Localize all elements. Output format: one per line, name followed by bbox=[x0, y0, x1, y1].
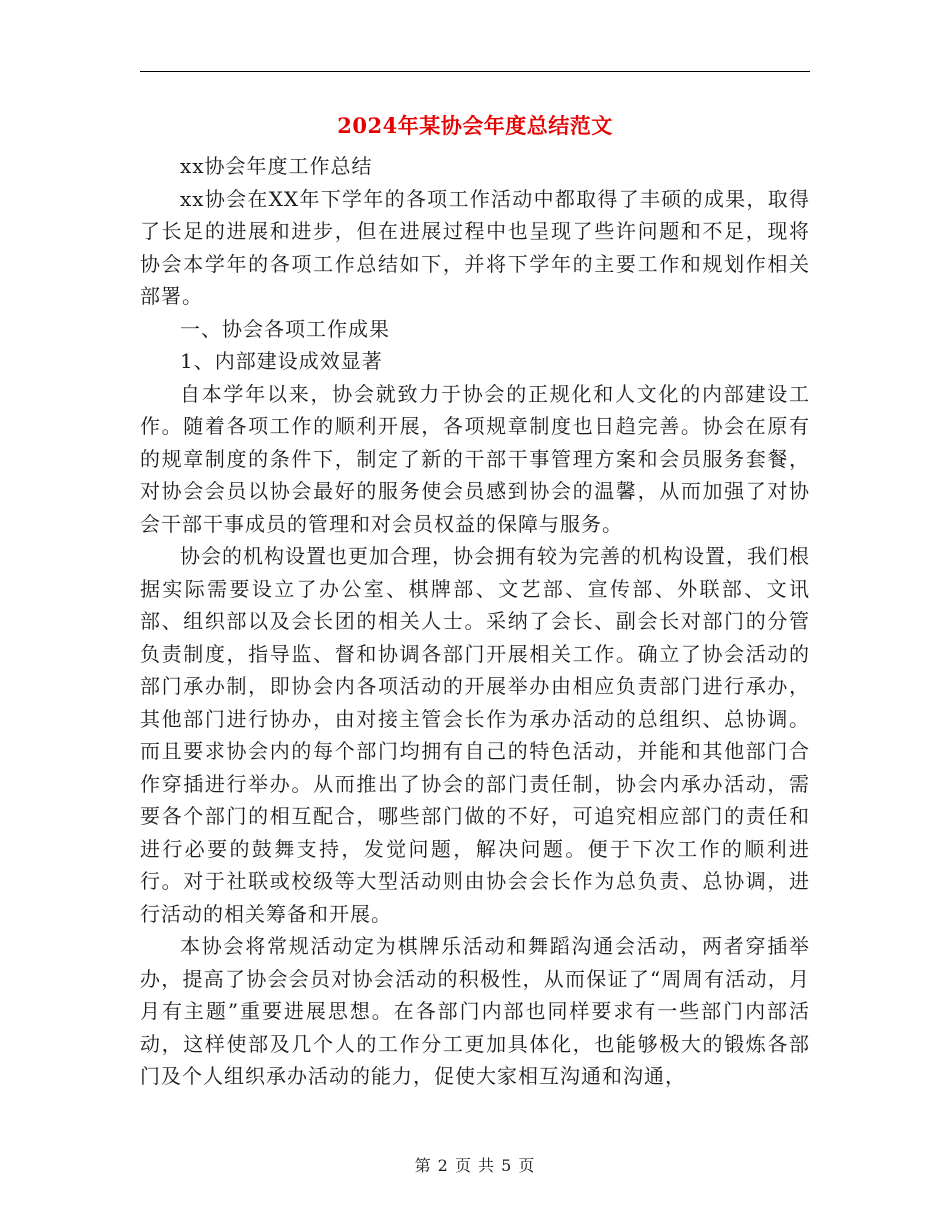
paragraph: xx协会在XX年下学年的各项工作活动中都取得了丰硕的成果，取得了长足的进展和进步，但在进展过程中也呈现了些许问题和不足，现将协会本学年的各项工作总结如下，并将下学年的主要工作和规划作相关部署。 bbox=[140, 186, 810, 308]
subsection-heading: 1、内部建设成效显著 bbox=[180, 349, 383, 373]
paragraph: 协会的机构设置也更加合理，协会拥有较为完善的机构设置，我们根据实际需要设立了办公室、棋牌部、文艺部、宣传部、外联部、文讯部、组织部以及会长团的相关人士。采纳了会长、副会长对部门的分管负责制度，指导监、督和协调各部门开展相关工作。确立了协会活动的部门承办制，即协会内各项活动的开展举办由相应负责部门进行承办，其他部门进行协办，由对接主管会长作为承办活动的总组织、总协调。而且要求协会内的每个部门均拥有自己的特色活动，并能和其他部门合作穿插进行举办。从而推出了协会的部门责任制，协会内承办活动，需要各个部门的相互配合，哪些部门做的不好，可追究相应部门的责任和进行必要的鼓舞支持，发觉问题，解决问题。便于下次工作的顺利进行。对于社联或校级等大型活动则由协会会长作为总负责、总协调，进行活动的相关筹备和开展。 bbox=[140, 544, 810, 926]
document-title: 2024年某协会年度总结范文 bbox=[337, 113, 613, 138]
paragraph: 自本学年以来，协会就致力于协会的正规化和人文化的内部建设工作。随着各项工作的顺利开展，各项规章制度也日趋完善。协会在原有的规章制度的条件下，制定了新的干部干事管理方案和会员服务套餐，对协会会员以协会最好的服务使会员感到协会的温馨，从而加强了对协会干部干事成员的管理和对会员权益的保障与服务。 bbox=[140, 381, 810, 536]
section-heading: xx协会年度工作总结 bbox=[180, 154, 373, 178]
section-heading: 一、协会各项工作成果 bbox=[180, 316, 390, 341]
document-body bbox=[140, 150, 810, 1093]
paragraph: 本协会将常规活动定为棋牌乐活动和舞蹈沟通会活动，两者穿插举办，提高了协会会员对协会活动的积极性，从而保证了“周周有活动，月月有主题”重要进展思想。在各部门内部也同样要求有一些部门内部活动，这样使部及几个人的工作分工更加具体化，也能够极大的锻炼各部门及个人组织承办活动的能力，促使大家相互沟通和沟通， bbox=[140, 934, 810, 1088]
header-rule bbox=[140, 71, 810, 72]
page-number-footer: 第 2 页 共 5 页 bbox=[414, 1156, 536, 1175]
